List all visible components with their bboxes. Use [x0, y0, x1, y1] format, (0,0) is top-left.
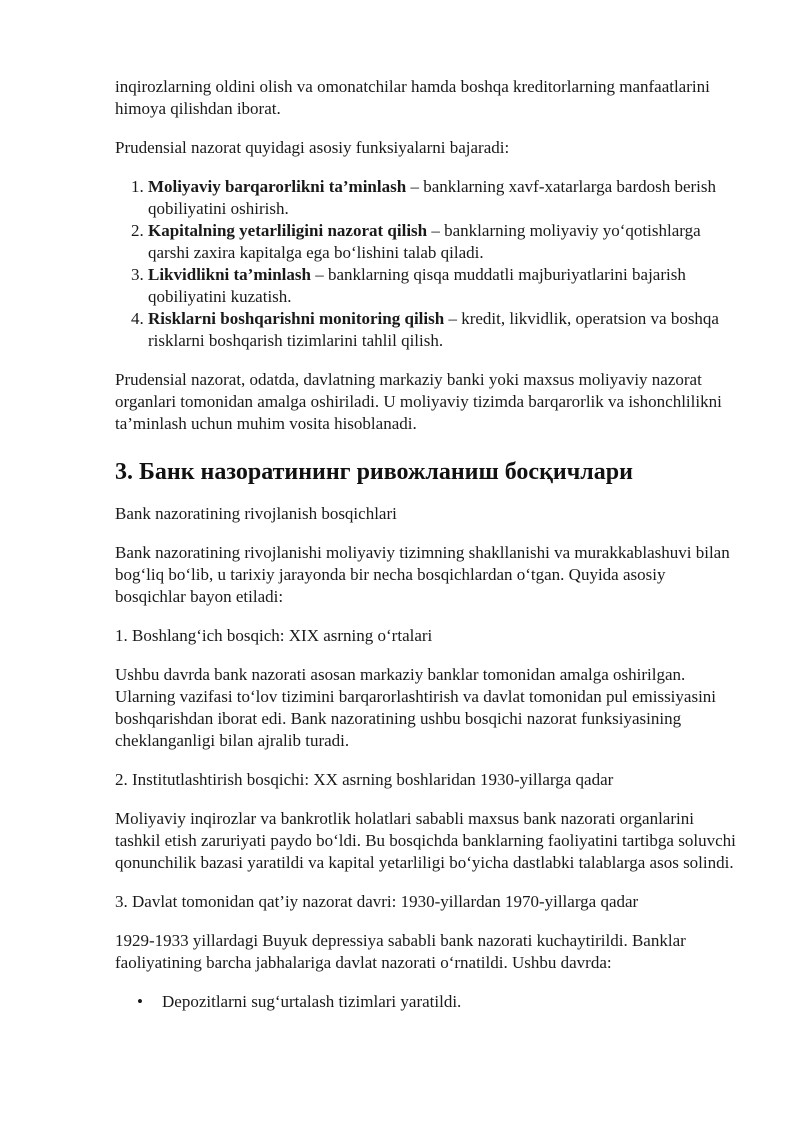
bullet-list	[115, 991, 738, 1013]
section-intro: Bank nazoratining rivojlanishi moliyaviy tizimning shakllanishi va murakkablashuvi bilan bog‘liq bo‘lib, u tarixiy jarayonda bir necha bosqichlardan o‘tgan. Quyida asosiy bosqichlar bayon etiladi:	[115, 543, 730, 606]
stage-3-title: 3. Davlat tomonidan qat’iy nazorat davri: 1930-yillardan 1970-yillarga qadar	[115, 892, 639, 911]
functions-list	[115, 176, 738, 352]
list-item-term: Kapitalning yetarliligini nazorat qilish	[148, 221, 428, 240]
stage-1-title: 1. Boshlang‘ich bosqich: XIX asrning o‘rtalari	[115, 626, 433, 645]
list-item-description: – banklarning qisqa muddatli majburiyatlarini bajarish qobiliyatini kuzatish.	[148, 265, 686, 306]
paragraph-intro-continuation: inqirozlarning oldini olish va omonatchilar hamda boshqa kreditorlarning manfaatlarini himoya qilishdan iborat.	[115, 77, 710, 118]
paragraph-functions-lead: Prudensial nazorat quyidagi asosiy funksiyalarni bajaradi:	[115, 138, 510, 157]
list-item	[148, 264, 738, 308]
list-item-description: – kredit, likvidlik, operatsion va boshqa risklarni boshqarish tizimlarini tahlil qilish.	[148, 309, 719, 350]
list-item	[148, 308, 738, 352]
list-item-term: Risklarni boshqarishni monitoring qilish	[148, 309, 445, 328]
bullet-item	[137, 991, 738, 1013]
paragraph-prudential-summary: Prudensial nazorat, odatda, davlatning markaziy banki yoki maxsus moliyaviy nazorat organlari tomonidan amalga oshiriladi. U moliyaviy tizimda barqarorlik va ishonchlilikni ta’minlash uchun muhim vosita hisoblanadi.	[115, 370, 722, 433]
list-item	[148, 220, 738, 264]
section-subtitle: Bank nazoratining rivojlanish bosqichlari	[115, 504, 397, 523]
list-item-description: – banklarning moliyaviy yo‘qotishlarga qarshi zaxira kapitalga ega bo‘lishini talab qiladi.	[148, 221, 701, 262]
stage-3-text: 1929-1933 yillardagi Buyuk depressiya sababli bank nazorati kuchaytirildi. Banklar faoliyatining barcha jabhalariga davlat nazorati o‘rnatildi. Ushbu davrda:	[115, 931, 686, 972]
list-item	[148, 176, 738, 220]
list-item-term: Moliyaviy barqarorlikni ta’minlash	[148, 177, 407, 196]
stage-2-text: Moliyaviy inqirozlar va bankrotlik holatlari sababli maxsus bank nazorati organlarini tashkil etish zaruriyati paydo bo‘ldi. Bu bosqichda banklarning faoliyatini tartibga soluvchi qonunchilik bazasi yaratildi va kapital yetarliligi bo‘yicha dastlabki talablarga asos solindi.	[115, 809, 736, 872]
section-heading: 3. Банк назоратининг ривожланиш босқичлари	[115, 459, 633, 485]
stage-1-text: Ushbu davrda bank nazorati asosan markaziy banklar tomonidan amalga oshirilgan. Ularning vazifasi to‘lov tizimini barqarorlashtirish va davlat tomonidan pul emissiyasini boshqarishdan iborat edi. Bank nazoratining ushbu bosqichi nazorat funksiyasining cheklanganligi bilan ajralib turadi.	[115, 665, 717, 750]
list-item-term: Likvidlikni ta’minlash	[148, 265, 311, 284]
bullet-icon: •	[137, 992, 143, 1011]
list-item-description: – banklarning xavf-xatarlarga bardosh berish qobiliyatini oshirish.	[148, 177, 717, 218]
stage-2-title: 2. Institutlashtirish bosqichi: XX asrning boshlaridan 1930-yillarga qadar	[115, 770, 614, 789]
bullet-text: Depozitlarni sug‘urtalash tizimlari yaratildi.	[162, 992, 462, 1011]
